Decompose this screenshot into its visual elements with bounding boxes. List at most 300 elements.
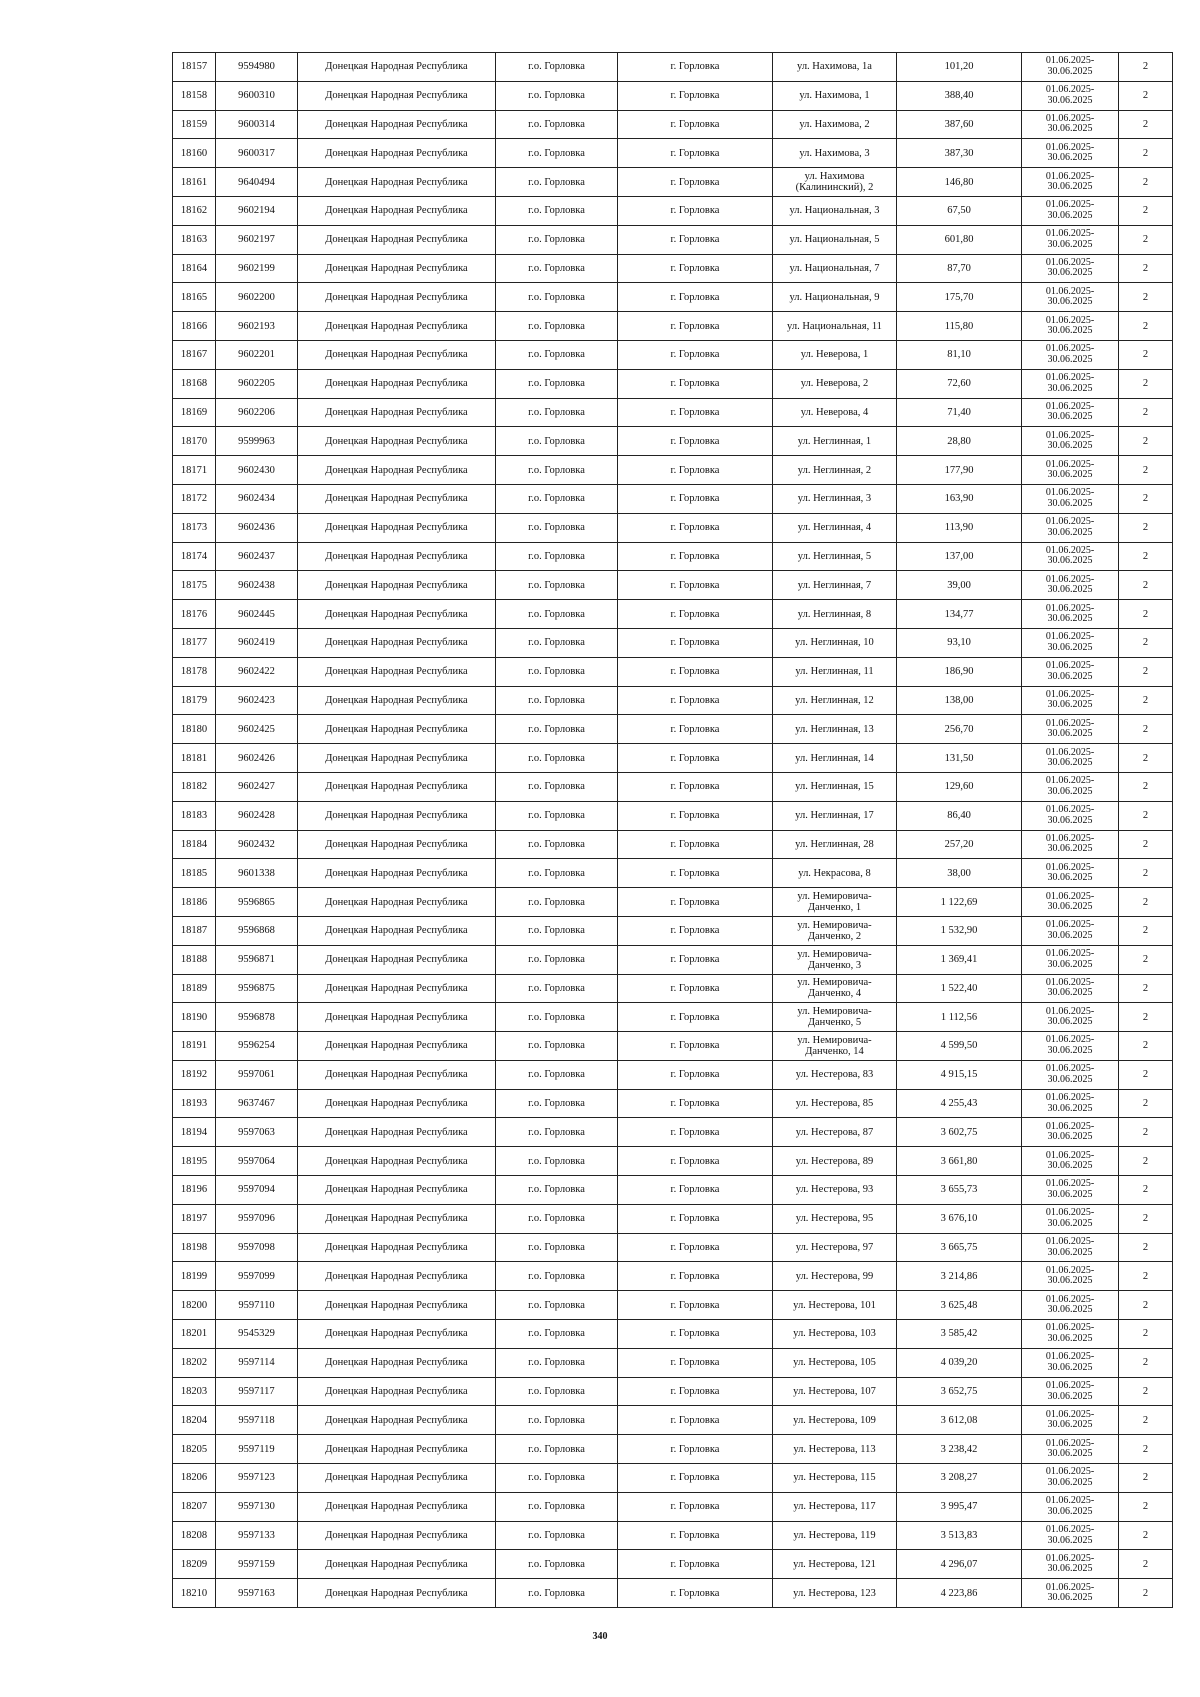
cell-district: г.о. Горловка [496,139,618,168]
table-row [173,312,1173,341]
cell-region: Донецкая Народная Республика [298,772,496,801]
cell-period: 01.06.2025-30.06.2025 [1022,1492,1119,1521]
cell-row-number: 18175 [173,571,216,600]
cell-city: г. Горловка [618,974,773,1003]
cell-city: г. Горловка [618,340,773,369]
cell-street-address: ул. Нахимова (Калининский), 2 [773,168,897,197]
cell-object-code: 9602206 [216,398,298,427]
cell-street-address: ул. Нестерова, 115 [773,1464,897,1493]
cell-area: 4 039,20 [897,1348,1022,1377]
address-table [172,52,1173,1608]
cell-row-number: 18187 [173,916,216,945]
cell-value: 2 [1119,1291,1173,1320]
cell-row-number: 18165 [173,283,216,312]
table-row [173,974,1173,1003]
cell-row-number: 18183 [173,801,216,830]
cell-area: 1 112,56 [897,1003,1022,1032]
cell-row-number: 18173 [173,513,216,542]
cell-period: 01.06.2025-30.06.2025 [1022,1406,1119,1435]
cell-street-address: ул. Нестерова, 113 [773,1435,897,1464]
cell-street-address: ул. Нахимова, 1а [773,53,897,82]
cell-region: Донецкая Народная Республика [298,254,496,283]
cell-street-address: ул. Нахимова, 2 [773,110,897,139]
cell-value: 2 [1119,283,1173,312]
cell-row-number: 18209 [173,1550,216,1579]
cell-district: г.о. Горловка [496,1377,618,1406]
cell-area: 3 208,27 [897,1464,1022,1493]
cell-street-address: ул. Неглинная, 4 [773,513,897,542]
cell-object-code: 9602432 [216,830,298,859]
cell-value: 2 [1119,1262,1173,1291]
cell-city: г. Горловка [618,1032,773,1061]
cell-region: Донецкая Народная Республика [298,686,496,715]
cell-city: г. Горловка [618,1118,773,1147]
cell-period: 01.06.2025-30.06.2025 [1022,859,1119,888]
cell-city: г. Горловка [618,657,773,686]
cell-city: г. Горловка [618,628,773,657]
cell-region: Донецкая Народная Республика [298,1377,496,1406]
cell-value: 2 [1119,81,1173,110]
cell-value: 2 [1119,1377,1173,1406]
cell-row-number: 18168 [173,369,216,398]
cell-object-code: 9597119 [216,1435,298,1464]
cell-area: 387,60 [897,110,1022,139]
cell-region: Донецкая Народная Республика [298,369,496,398]
cell-period: 01.06.2025-30.06.2025 [1022,1521,1119,1550]
cell-object-code: 9596868 [216,916,298,945]
cell-value: 2 [1119,513,1173,542]
cell-period: 01.06.2025-30.06.2025 [1022,456,1119,485]
cell-period: 01.06.2025-30.06.2025 [1022,1377,1119,1406]
cell-period: 01.06.2025-30.06.2025 [1022,1089,1119,1118]
cell-district: г.о. Горловка [496,484,618,513]
cell-row-number: 18210 [173,1579,216,1608]
cell-city: г. Горловка [618,1464,773,1493]
cell-value: 2 [1119,196,1173,225]
cell-object-code: 9597098 [216,1233,298,1262]
cell-street-address: ул. Нестерова, 109 [773,1406,897,1435]
cell-value: 2 [1119,484,1173,513]
cell-period: 01.06.2025-30.06.2025 [1022,139,1119,168]
cell-area: 1 369,41 [897,945,1022,974]
cell-row-number: 18164 [173,254,216,283]
cell-city: г. Горловка [618,600,773,629]
cell-object-code: 9602436 [216,513,298,542]
table-row [173,398,1173,427]
cell-row-number: 18158 [173,81,216,110]
cell-object-code: 9602434 [216,484,298,513]
cell-object-code: 9597123 [216,1464,298,1493]
cell-region: Донецкая Народная Республика [298,1147,496,1176]
cell-city: г. Горловка [618,888,773,917]
cell-value: 2 [1119,859,1173,888]
cell-object-code: 9597130 [216,1492,298,1521]
cell-city: г. Горловка [618,1089,773,1118]
cell-period: 01.06.2025-30.06.2025 [1022,600,1119,629]
table-row [173,340,1173,369]
cell-period: 01.06.2025-30.06.2025 [1022,830,1119,859]
cell-period: 01.06.2025-30.06.2025 [1022,1176,1119,1205]
cell-object-code: 9597110 [216,1291,298,1320]
cell-row-number: 18206 [173,1464,216,1493]
table-row [173,484,1173,513]
cell-district: г.о. Горловка [496,283,618,312]
cell-district: г.о. Горловка [496,254,618,283]
cell-row-number: 18161 [173,168,216,197]
cell-street-address: ул. Нестерова, 101 [773,1291,897,1320]
table-row [173,254,1173,283]
cell-city: г. Горловка [618,139,773,168]
cell-street-address: ул. Нестерова, 121 [773,1550,897,1579]
cell-district: г.о. Горловка [496,1348,618,1377]
cell-district: г.о. Горловка [496,456,618,485]
cell-district: г.о. Горловка [496,1406,618,1435]
cell-area: 3 661,80 [897,1147,1022,1176]
cell-city: г. Горловка [618,283,773,312]
cell-row-number: 18163 [173,225,216,254]
cell-street-address: ул. Некрасова, 8 [773,859,897,888]
cell-object-code: 9597094 [216,1176,298,1205]
cell-period: 01.06.2025-30.06.2025 [1022,398,1119,427]
cell-value: 2 [1119,398,1173,427]
cell-street-address: ул. Нестерова, 95 [773,1204,897,1233]
table-row [173,1089,1173,1118]
cell-city: г. Горловка [618,1176,773,1205]
cell-district: г.о. Горловка [496,340,618,369]
cell-row-number: 18167 [173,340,216,369]
table-row [173,1262,1173,1291]
cell-object-code: 9596871 [216,945,298,974]
cell-city: г. Горловка [618,945,773,974]
cell-region: Донецкая Народная Республика [298,715,496,744]
cell-object-code: 9600317 [216,139,298,168]
cell-region: Донецкая Народная Республика [298,542,496,571]
cell-period: 01.06.2025-30.06.2025 [1022,1320,1119,1349]
cell-area: 4 296,07 [897,1550,1022,1579]
cell-object-code: 9640494 [216,168,298,197]
cell-region: Донецкая Народная Республика [298,571,496,600]
table-row [173,859,1173,888]
cell-street-address: ул. Нестерова, 93 [773,1176,897,1205]
cell-row-number: 18200 [173,1291,216,1320]
cell-object-code: 9596865 [216,888,298,917]
cell-city: г. Горловка [618,801,773,830]
cell-city: г. Горловка [618,484,773,513]
cell-row-number: 18208 [173,1521,216,1550]
cell-street-address: ул. Нестерова, 105 [773,1348,897,1377]
table-row [173,1320,1173,1349]
cell-region: Донецкая Народная Республика [298,888,496,917]
cell-value: 2 [1119,1521,1173,1550]
table-row [173,1492,1173,1521]
cell-period: 01.06.2025-30.06.2025 [1022,1233,1119,1262]
cell-street-address: ул. Нахимова, 3 [773,139,897,168]
cell-city: г. Горловка [618,1204,773,1233]
cell-district: г.о. Горловка [496,196,618,225]
cell-period: 01.06.2025-30.06.2025 [1022,1204,1119,1233]
cell-row-number: 18162 [173,196,216,225]
cell-city: г. Горловка [618,456,773,485]
cell-street-address: ул. Неглинная, 12 [773,686,897,715]
table-row [173,196,1173,225]
cell-district: г.о. Горловка [496,1521,618,1550]
cell-period: 01.06.2025-30.06.2025 [1022,283,1119,312]
cell-object-code: 9597133 [216,1521,298,1550]
cell-object-code: 9602438 [216,571,298,600]
cell-value: 2 [1119,628,1173,657]
cell-object-code: 9602445 [216,600,298,629]
cell-row-number: 18157 [173,53,216,82]
cell-city: г. Горловка [618,312,773,341]
cell-value: 2 [1119,1348,1173,1377]
cell-value: 2 [1119,254,1173,283]
cell-value: 2 [1119,888,1173,917]
cell-value: 2 [1119,801,1173,830]
cell-area: 601,80 [897,225,1022,254]
cell-city: г. Горловка [618,513,773,542]
cell-region: Донецкая Народная Республика [298,484,496,513]
cell-district: г.о. Горловка [496,542,618,571]
cell-value: 2 [1119,830,1173,859]
cell-period: 01.06.2025-30.06.2025 [1022,916,1119,945]
cell-area: 175,70 [897,283,1022,312]
cell-object-code: 9597163 [216,1579,298,1608]
cell-area: 3 585,42 [897,1320,1022,1349]
cell-city: г. Горловка [618,1320,773,1349]
cell-district: г.о. Горловка [496,225,618,254]
cell-object-code: 9596875 [216,974,298,1003]
cell-area: 4 915,15 [897,1060,1022,1089]
cell-district: г.о. Горловка [496,600,618,629]
table-row [173,1032,1173,1061]
cell-street-address: ул. Неглинная, 13 [773,715,897,744]
cell-row-number: 18196 [173,1176,216,1205]
cell-object-code: 9602200 [216,283,298,312]
cell-row-number: 18180 [173,715,216,744]
table-row [173,571,1173,600]
cell-region: Донецкая Народная Республика [298,1492,496,1521]
cell-region: Донецкая Народная Республика [298,110,496,139]
cell-period: 01.06.2025-30.06.2025 [1022,945,1119,974]
table-row [173,1003,1173,1032]
cell-area: 1 122,69 [897,888,1022,917]
table-row [173,686,1173,715]
cell-city: г. Горловка [618,369,773,398]
cell-street-address: ул. Неверова, 1 [773,340,897,369]
cell-value: 2 [1119,974,1173,1003]
cell-city: г. Горловка [618,859,773,888]
cell-street-address: ул. Нестерова, 123 [773,1579,897,1608]
cell-street-address: ул. Национальная, 5 [773,225,897,254]
cell-period: 01.06.2025-30.06.2025 [1022,1464,1119,1493]
cell-city: г. Горловка [618,542,773,571]
table-row [173,168,1173,197]
cell-row-number: 18188 [173,945,216,974]
cell-area: 131,50 [897,744,1022,773]
cell-area: 101,20 [897,53,1022,82]
cell-region: Донецкая Народная Республика [298,1320,496,1349]
cell-street-address: ул. Неглинная, 2 [773,456,897,485]
cell-value: 2 [1119,1464,1173,1493]
cell-period: 01.06.2025-30.06.2025 [1022,715,1119,744]
cell-object-code: 9597118 [216,1406,298,1435]
cell-district: г.о. Горловка [496,1003,618,1032]
cell-street-address: ул. Немировича-Данченко, 1 [773,888,897,917]
cell-street-address: ул. Неглинная, 7 [773,571,897,600]
cell-city: г. Горловка [618,916,773,945]
cell-period: 01.06.2025-30.06.2025 [1022,772,1119,801]
cell-value: 2 [1119,1060,1173,1089]
table-row [173,1233,1173,1262]
cell-area: 4 599,50 [897,1032,1022,1061]
cell-street-address: ул. Неверова, 2 [773,369,897,398]
cell-region: Донецкая Народная Республика [298,139,496,168]
cell-area: 1 532,90 [897,916,1022,945]
cell-city: г. Горловка [618,168,773,197]
cell-object-code: 9597114 [216,1348,298,1377]
cell-period: 01.06.2025-30.06.2025 [1022,53,1119,82]
cell-value: 2 [1119,1406,1173,1435]
table-row [173,225,1173,254]
cell-region: Донецкая Народная Республика [298,974,496,1003]
cell-row-number: 18203 [173,1377,216,1406]
cell-street-address: ул. Немировича-Данченко, 2 [773,916,897,945]
cell-value: 2 [1119,53,1173,82]
cell-street-address: ул. Немировича-Данченко, 5 [773,1003,897,1032]
cell-area: 67,50 [897,196,1022,225]
cell-city: г. Горловка [618,715,773,744]
cell-value: 2 [1119,715,1173,744]
cell-area: 38,00 [897,859,1022,888]
table-row [173,542,1173,571]
cell-object-code: 9597117 [216,1377,298,1406]
cell-period: 01.06.2025-30.06.2025 [1022,974,1119,1003]
cell-object-code: 9601338 [216,859,298,888]
cell-region: Донецкая Народная Республика [298,1435,496,1464]
cell-region: Донецкая Народная Республика [298,427,496,456]
cell-area: 3 602,75 [897,1118,1022,1147]
cell-street-address: ул. Немировича-Данченко, 14 [773,1032,897,1061]
cell-object-code: 9602425 [216,715,298,744]
table-row [173,1060,1173,1089]
cell-area: 93,10 [897,628,1022,657]
cell-street-address: ул. Нестерова, 83 [773,1060,897,1089]
cell-area: 3 214,86 [897,1262,1022,1291]
cell-district: г.о. Горловка [496,427,618,456]
cell-district: г.о. Горловка [496,859,618,888]
cell-street-address: ул. Неверова, 4 [773,398,897,427]
cell-period: 01.06.2025-30.06.2025 [1022,1550,1119,1579]
cell-region: Донецкая Народная Республика [298,1118,496,1147]
cell-district: г.о. Горловка [496,398,618,427]
cell-period: 01.06.2025-30.06.2025 [1022,571,1119,600]
cell-district: г.о. Горловка [496,1118,618,1147]
cell-object-code: 9602197 [216,225,298,254]
cell-region: Донецкая Народная Республика [298,340,496,369]
cell-row-number: 18171 [173,456,216,485]
cell-row-number: 18207 [173,1492,216,1521]
cell-area: 71,40 [897,398,1022,427]
table-row [173,657,1173,686]
cell-district: г.о. Горловка [496,110,618,139]
cell-district: г.о. Горловка [496,1060,618,1089]
table-row [173,1464,1173,1493]
cell-value: 2 [1119,1118,1173,1147]
table-row [173,830,1173,859]
table-row [173,1406,1173,1435]
cell-object-code: 9545329 [216,1320,298,1349]
cell-object-code: 9602423 [216,686,298,715]
cell-region: Донецкая Народная Республика [298,657,496,686]
cell-area: 3 995,47 [897,1492,1022,1521]
cell-row-number: 18191 [173,1032,216,1061]
cell-region: Донецкая Народная Республика [298,1579,496,1608]
cell-row-number: 18182 [173,772,216,801]
cell-area: 3 665,75 [897,1233,1022,1262]
table-row [173,1435,1173,1464]
table-row [173,1147,1173,1176]
cell-city: г. Горловка [618,1060,773,1089]
cell-period: 01.06.2025-30.06.2025 [1022,81,1119,110]
cell-region: Донецкая Народная Республика [298,600,496,629]
cell-period: 01.06.2025-30.06.2025 [1022,369,1119,398]
cell-street-address: ул. Нестерова, 97 [773,1233,897,1262]
table-row [173,283,1173,312]
cell-city: г. Горловка [618,1406,773,1435]
cell-district: г.о. Горловка [496,628,618,657]
table-row [173,888,1173,917]
cell-object-code: 9602437 [216,542,298,571]
cell-period: 01.06.2025-30.06.2025 [1022,657,1119,686]
cell-area: 1 522,40 [897,974,1022,1003]
cell-value: 2 [1119,772,1173,801]
cell-city: г. Горловка [618,1492,773,1521]
cell-district: г.о. Горловка [496,1262,618,1291]
cell-district: г.о. Горловка [496,1464,618,1493]
cell-city: г. Горловка [618,1348,773,1377]
cell-street-address: ул. Национальная, 3 [773,196,897,225]
cell-row-number: 18204 [173,1406,216,1435]
cell-period: 01.06.2025-30.06.2025 [1022,340,1119,369]
cell-row-number: 18202 [173,1348,216,1377]
cell-period: 01.06.2025-30.06.2025 [1022,1262,1119,1291]
cell-district: г.о. Горловка [496,1291,618,1320]
cell-row-number: 18190 [173,1003,216,1032]
table-row [173,772,1173,801]
cell-value: 2 [1119,1320,1173,1349]
table-row [173,369,1173,398]
cell-district: г.о. Горловка [496,1492,618,1521]
cell-street-address: ул. Нестерова, 103 [773,1320,897,1349]
cell-row-number: 18172 [173,484,216,513]
cell-street-address: ул. Неглинная, 8 [773,600,897,629]
cell-city: г. Горловка [618,254,773,283]
cell-city: г. Горловка [618,686,773,715]
cell-object-code: 9596878 [216,1003,298,1032]
cell-district: г.о. Горловка [496,1550,618,1579]
cell-region: Донецкая Народная Республика [298,168,496,197]
cell-period: 01.06.2025-30.06.2025 [1022,312,1119,341]
cell-region: Донецкая Народная Республика [298,1550,496,1579]
cell-city: г. Горловка [618,196,773,225]
table-row [173,1550,1173,1579]
cell-area: 3 625,48 [897,1291,1022,1320]
cell-street-address: ул. Национальная, 11 [773,312,897,341]
cell-district: г.о. Горловка [496,513,618,542]
cell-value: 2 [1119,600,1173,629]
cell-area: 3 238,42 [897,1435,1022,1464]
cell-region: Донецкая Народная Республика [298,196,496,225]
